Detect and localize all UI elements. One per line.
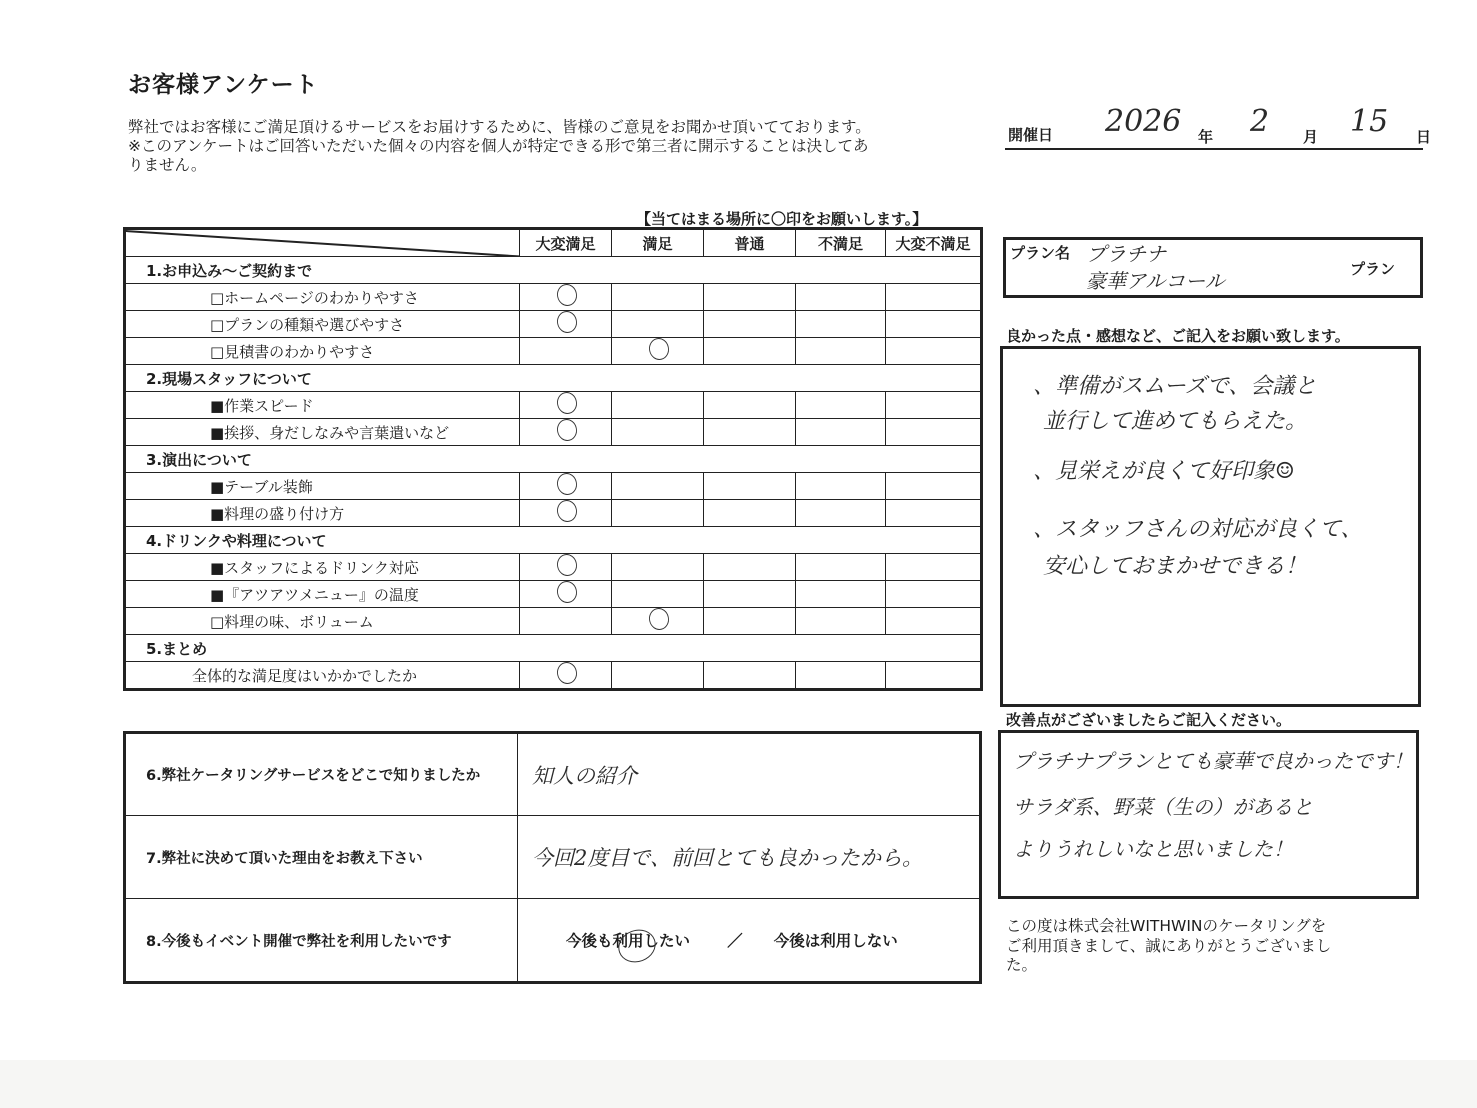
questions-table	[123, 731, 982, 984]
circle-mark	[555, 498, 579, 524]
circle-mark	[555, 471, 579, 497]
question-row	[125, 500, 982, 527]
rating-cell[interactable]	[796, 500, 886, 527]
question-row	[125, 392, 982, 419]
q8-choices	[518, 899, 981, 983]
column-header: 大変不満足	[886, 229, 982, 257]
rating-cell[interactable]	[520, 581, 612, 608]
rating-cell[interactable]	[520, 338, 612, 365]
rating-cell[interactable]	[520, 662, 612, 690]
improvement-label: 改善点がございましたらご記入ください。	[1006, 711, 1292, 729]
intro-text	[128, 118, 988, 175]
section-title: 2.現場スタッフについて	[125, 365, 982, 392]
question-label: 全体的な満足度はいかかでしたか	[125, 662, 520, 690]
column-header: 不満足	[796, 229, 886, 257]
rating-cell[interactable]	[704, 608, 796, 635]
satisfaction-table	[123, 227, 983, 691]
date-month-unit: 月	[1303, 128, 1319, 146]
improve-line-1: プラチナプランとても豪華で良かったです！	[1013, 749, 1413, 773]
circle-mark	[555, 552, 579, 578]
question-label: ■スタッフによるドリンク対応	[125, 554, 520, 581]
rating-cell[interactable]	[886, 311, 982, 338]
rating-cell[interactable]	[520, 608, 612, 635]
circle-mark	[647, 336, 671, 362]
rating-cell[interactable]	[886, 284, 982, 311]
improve-line-2: サラダ系、野菜（生の）があると	[1013, 795, 1313, 819]
rating-cell[interactable]	[704, 581, 796, 608]
plan-label: プラン名	[1010, 244, 1071, 262]
question-label: ■作業スピード	[125, 392, 520, 419]
rating-cell[interactable]	[796, 554, 886, 581]
rating-cell[interactable]	[612, 608, 704, 635]
date-year-unit: 年	[1198, 128, 1214, 146]
good-line-2: 並行して進めてもらえた。	[1043, 409, 1308, 434]
option-not-use[interactable]: 今後は利用しない	[773, 932, 898, 950]
section-title: 3.演出について	[125, 446, 982, 473]
column-header: 満足	[612, 229, 704, 257]
date-day-unit: 日	[1416, 128, 1432, 146]
rating-cell[interactable]	[704, 419, 796, 446]
rating-cell[interactable]	[796, 608, 886, 635]
question-row	[125, 311, 982, 338]
rating-cell[interactable]	[886, 473, 982, 500]
rating-cell[interactable]	[704, 284, 796, 311]
rating-cell[interactable]	[520, 554, 612, 581]
question-label: □見積書のわかりやすさ	[125, 338, 520, 365]
rating-cell[interactable]	[704, 500, 796, 527]
rating-cell[interactable]	[886, 608, 982, 635]
intro-line-3: りません。	[128, 156, 207, 174]
rating-cell[interactable]	[886, 338, 982, 365]
date-label: 開催日	[1008, 126, 1054, 144]
rating-cell[interactable]	[612, 311, 704, 338]
question-label: ■料理の盛り付け方	[125, 500, 520, 527]
rating-cell[interactable]	[796, 338, 886, 365]
good-points-label: 良かった点・感想など、ご記入をお願い致します。	[1006, 327, 1350, 345]
rating-cell[interactable]	[520, 284, 612, 311]
section-title: 1.お申込み～ご契約まで	[125, 257, 982, 284]
section-title: 4.ドリンクや料理について	[125, 527, 982, 554]
date-underline	[1005, 148, 1423, 150]
plan-name-line-2[interactable]: 豪華アルコール	[1086, 269, 1225, 293]
intro-line-1: 弊社ではお客様にご満足頂けるサービスをお届けするために、皆様のご意見をお聞かせ頂いてております。	[128, 118, 871, 136]
rating-cell[interactable]	[704, 554, 796, 581]
page-title: お客様アンケート	[128, 72, 319, 98]
circle-mark	[555, 417, 579, 443]
improve-line-3: よりうれしいなと思いました！	[1013, 837, 1293, 861]
section-title: 5.まとめ	[125, 635, 982, 662]
good-points-box[interactable]	[1000, 346, 1421, 707]
rating-cell[interactable]	[612, 392, 704, 419]
date-day[interactable]: 15	[1350, 104, 1389, 139]
question-label: ■挨拶、身だしなみや言葉遣いなど	[125, 419, 520, 446]
thanks-message	[1006, 917, 1416, 976]
rating-cell[interactable]	[612, 581, 704, 608]
date-year[interactable]: 2026	[1105, 104, 1182, 139]
question-label: □プランの種類や選びやすさ	[125, 311, 520, 338]
rating-cell[interactable]	[886, 554, 982, 581]
rating-cell[interactable]	[612, 284, 704, 311]
rating-cell[interactable]	[612, 338, 704, 365]
good-line-4: 、スタッフさんの対応が良くて、	[1033, 517, 1363, 542]
rating-cell[interactable]	[796, 662, 886, 690]
good-line-3: 、見栄えが良くて好印象☺	[1033, 459, 1295, 484]
rating-cell[interactable]	[704, 473, 796, 500]
plan-name-line-1[interactable]: プラチナ	[1086, 242, 1166, 266]
rating-cell[interactable]	[520, 473, 612, 500]
thanks-line-3: た。	[1006, 956, 1038, 974]
plan-box	[1003, 237, 1423, 298]
rating-cell[interactable]	[886, 392, 982, 419]
rating-cell[interactable]	[886, 419, 982, 446]
header-corner-cell	[125, 229, 520, 257]
question-row	[125, 554, 982, 581]
question-row	[125, 284, 982, 311]
question-row	[125, 473, 982, 500]
question-label: □ホームページのわかりやすさ	[125, 284, 520, 311]
q8-label: 8.今後もイベント開催で弊社を利用したいです	[125, 899, 518, 983]
rating-cell[interactable]	[612, 419, 704, 446]
good-line-5: 安心しておまかせできる！	[1043, 554, 1308, 579]
rating-cell[interactable]	[796, 311, 886, 338]
rating-cell[interactable]	[886, 500, 982, 527]
column-header: 大変満足	[520, 229, 612, 257]
thanks-line-1: この度は株式会社WITHWINのケータリングを	[1006, 917, 1327, 935]
intro-line-2: ※このアンケートはご回答いただいた個々の内容を個人が特定できる形で第三者に開示することは決してあ	[128, 137, 869, 155]
rating-cell[interactable]	[520, 392, 612, 419]
question-label: ■テーブル装飾	[125, 473, 520, 500]
question-label: □料理の味、ボリューム	[125, 608, 520, 635]
circle-mark	[555, 660, 579, 686]
rating-cell[interactable]	[796, 284, 886, 311]
rating-cell[interactable]	[796, 473, 886, 500]
good-line-1: 、準備がスムーズで、会議と	[1033, 374, 1317, 399]
q6-label: 6.弊社ケータリングサービスをどこで知りましたか	[125, 733, 518, 816]
option-separator: ／	[727, 932, 743, 950]
question-row	[125, 581, 982, 608]
rating-cell[interactable]	[520, 419, 612, 446]
rating-cell[interactable]	[704, 311, 796, 338]
rating-cell[interactable]	[612, 554, 704, 581]
rating-cell[interactable]	[704, 392, 796, 419]
question-row	[125, 338, 982, 365]
thanks-line-2: ご利用頂きまして、誠にありがとうございまし	[1006, 936, 1332, 955]
rating-cell[interactable]	[520, 500, 612, 527]
rating-cell[interactable]	[796, 581, 886, 608]
column-header: 普通	[704, 229, 796, 257]
instruction-note: 【当てはまる場所に〇印をお願いします。】	[636, 210, 928, 228]
rating-cell[interactable]	[796, 392, 886, 419]
question-row	[125, 419, 982, 446]
circle-mark	[555, 309, 579, 335]
rating-cell[interactable]	[886, 581, 982, 608]
question-label: ■『アツアツメニュー』の温度	[125, 581, 520, 608]
circle-mark	[647, 606, 671, 632]
circle-mark	[555, 579, 579, 605]
rating-cell[interactable]	[886, 662, 982, 690]
question-row	[125, 662, 982, 690]
rating-cell[interactable]	[612, 500, 704, 527]
option-use-again[interactable]: 今後も利用したい	[566, 932, 691, 950]
rating-cell[interactable]	[796, 419, 886, 446]
rating-cell[interactable]	[612, 473, 704, 500]
rating-cell[interactable]	[704, 338, 796, 365]
circle-mark	[555, 390, 579, 416]
rating-cell[interactable]	[704, 662, 796, 690]
q6-answer[interactable]: 知人の紹介	[518, 733, 981, 816]
rating-cell[interactable]	[520, 311, 612, 338]
q7-answer[interactable]: 今回2度目で、前回とても良かったから。	[518, 816, 981, 899]
rating-cell[interactable]	[612, 662, 704, 690]
circle-mark	[555, 282, 579, 308]
improvement-box[interactable]	[998, 730, 1419, 899]
q7-label: 7.弊社に決めて頂いた理由をお教え下さい	[125, 816, 518, 899]
date-month[interactable]: 2	[1250, 104, 1270, 139]
question-row	[125, 608, 982, 635]
plan-suffix: プラン	[1350, 260, 1396, 278]
